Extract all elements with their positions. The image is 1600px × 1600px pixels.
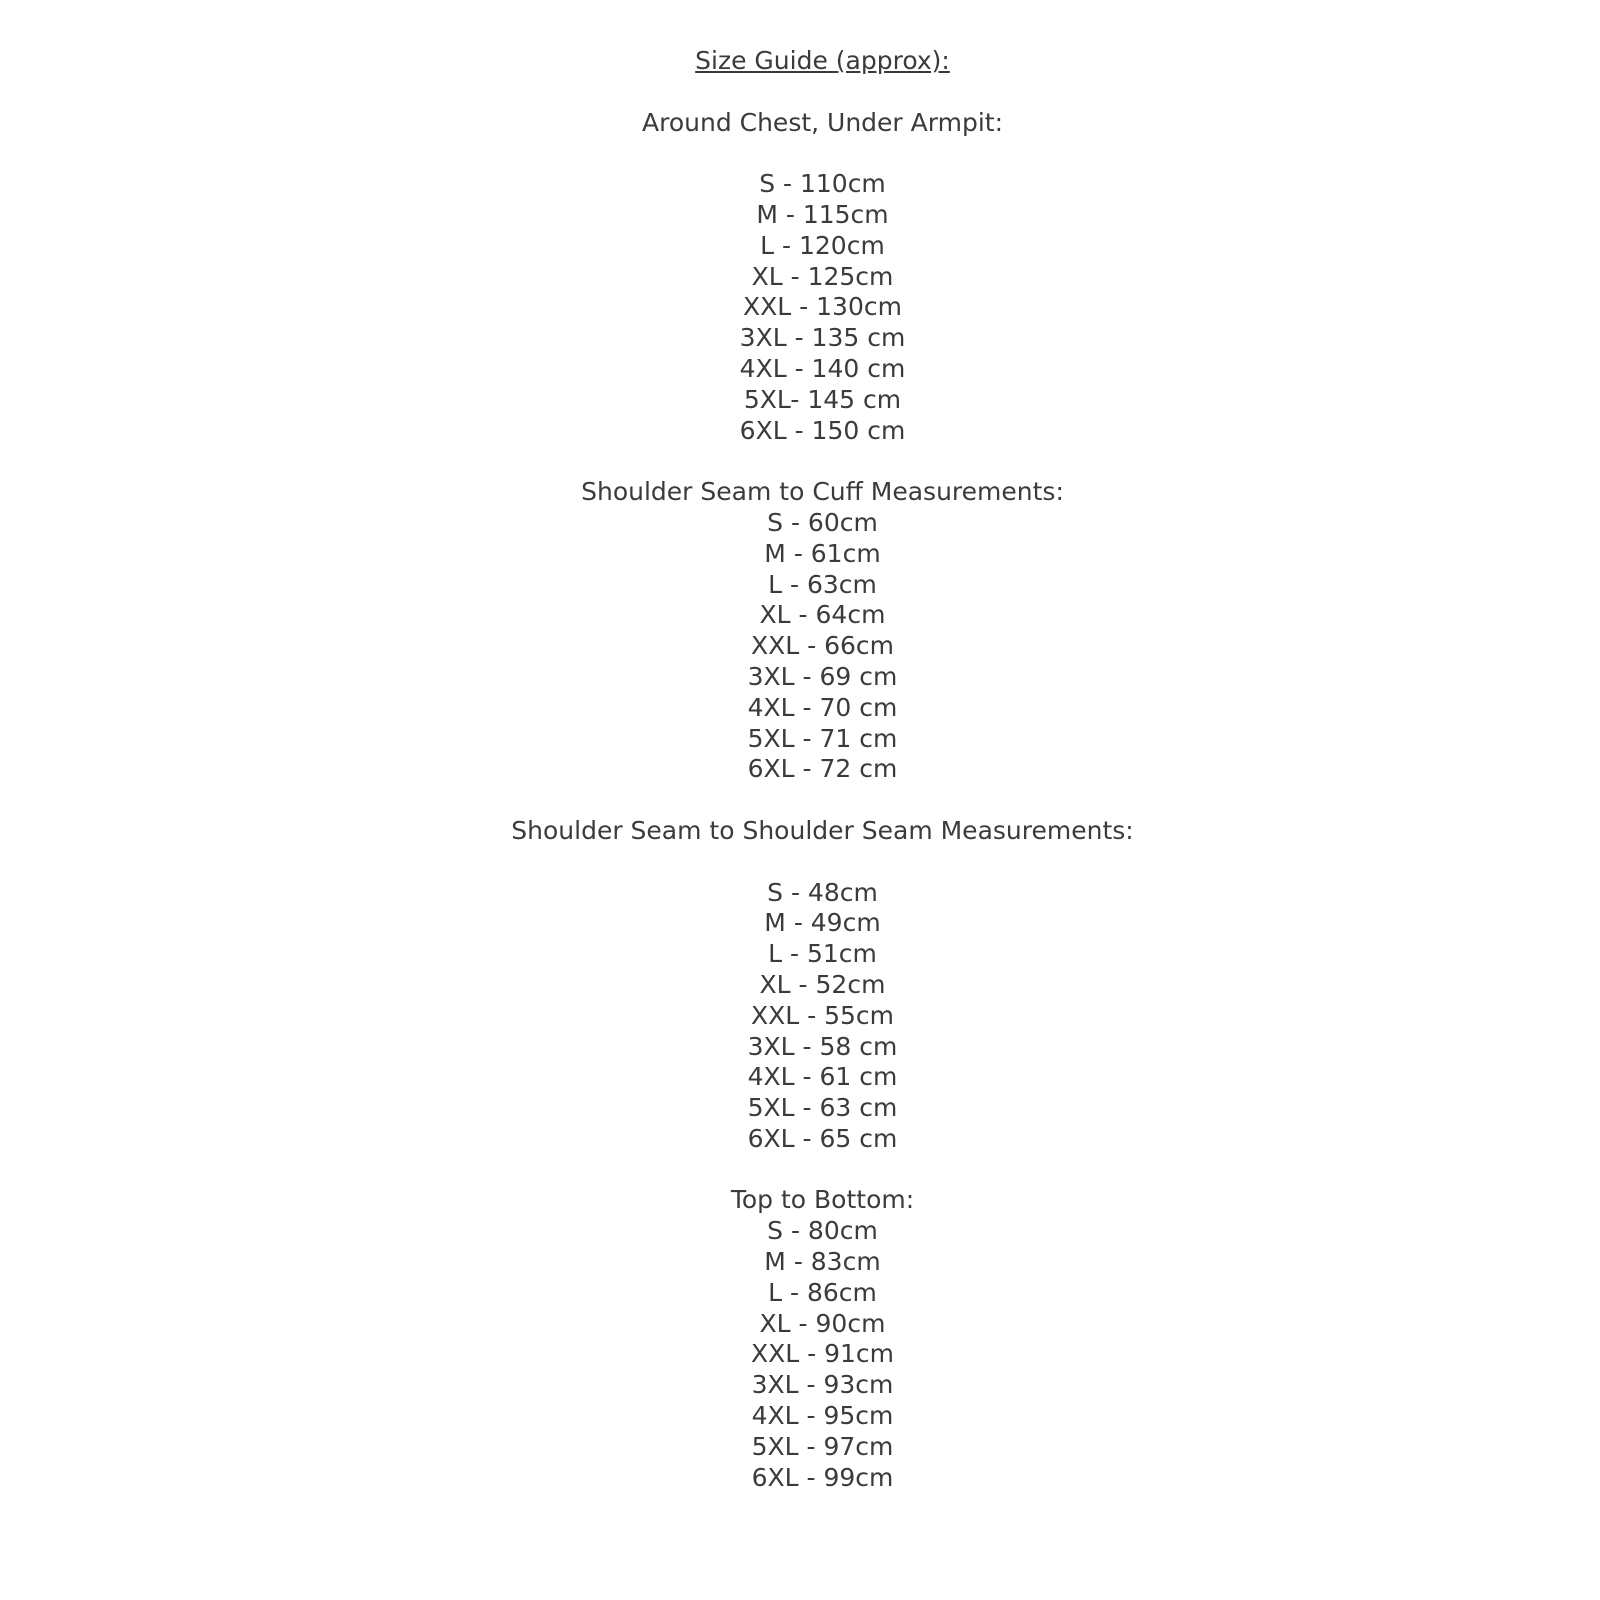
section-top-to-bottom <box>45 1185 1600 1493</box>
size-row: XXL - 55cm <box>750 1000 894 1030</box>
size-row: S - 110cm <box>759 169 886 199</box>
size-row: L - 51cm <box>768 939 877 969</box>
size-row: 5XL - 71 cm <box>747 723 898 753</box>
size-row: 4XL - 70 cm <box>747 692 898 722</box>
size-row: S - 60cm <box>767 507 878 537</box>
blank-line <box>45 77 1600 108</box>
size-row: 4XL - 61 cm <box>747 1062 898 1092</box>
size-row: 3XL - 69 cm <box>747 661 898 691</box>
size-row: L - 120cm <box>760 230 885 260</box>
size-row: XXL - 66cm <box>750 631 894 661</box>
size-row: 6XL - 99cm <box>751 1462 894 1492</box>
size-row: XL - 90cm <box>759 1308 886 1338</box>
size-row: S - 80cm <box>767 1216 878 1246</box>
size-row: 6XL - 65 cm <box>747 1123 898 1153</box>
size-row: M - 83cm <box>764 1247 881 1277</box>
section-heading-top-to-bottom: Top to Bottom: <box>730 1185 915 1215</box>
section-heading-around-chest: Around Chest, Under Armpit: <box>642 107 1003 137</box>
blank-line <box>45 847 1600 878</box>
size-row: 5XL - 97cm <box>751 1431 894 1461</box>
section-around-chest <box>45 108 1600 447</box>
blank-line <box>45 1155 1600 1186</box>
size-row: 5XL - 63 cm <box>747 1093 898 1123</box>
size-row: XXL - 91cm <box>750 1339 894 1369</box>
size-row: 3XL - 93cm <box>751 1370 894 1400</box>
size-row: XL - 64cm <box>759 600 886 630</box>
size-row: 3XL - 135 cm <box>739 323 906 353</box>
size-row: XL - 52cm <box>759 969 886 999</box>
size-row: L - 86cm <box>768 1277 877 1307</box>
section-heading-seam-to-seam: Shoulder Seam to Shoulder Seam Measurements: <box>511 815 1134 845</box>
section-seam-to-cuff <box>45 477 1600 785</box>
size-row: M - 115cm <box>756 199 889 229</box>
size-guide-document <box>45 0 1600 1493</box>
size-row: 4XL - 140 cm <box>739 353 906 383</box>
page-title: Size Guide (approx): <box>695 46 950 75</box>
size-row: 6XL - 72 cm <box>747 754 898 784</box>
size-row: L - 63cm <box>768 569 877 599</box>
size-row: M - 61cm <box>764 538 881 568</box>
section-seam-to-seam <box>45 816 1600 1155</box>
blank-line <box>45 138 1600 169</box>
size-row: 6XL - 150 cm <box>739 415 906 445</box>
section-heading-seam-to-cuff: Shoulder Seam to Cuff Measurements: <box>581 477 1064 507</box>
size-row: 3XL - 58 cm <box>747 1031 898 1061</box>
size-row: XL - 125cm <box>751 261 894 291</box>
blank-line <box>45 446 1600 477</box>
size-row: 5XL- 145 cm <box>743 384 902 414</box>
blank-line <box>45 785 1600 816</box>
size-row: XXL - 130cm <box>743 292 902 322</box>
size-row: 4XL - 95cm <box>751 1401 894 1431</box>
size-row: M - 49cm <box>764 908 881 938</box>
size-row: S - 48cm <box>767 877 878 907</box>
